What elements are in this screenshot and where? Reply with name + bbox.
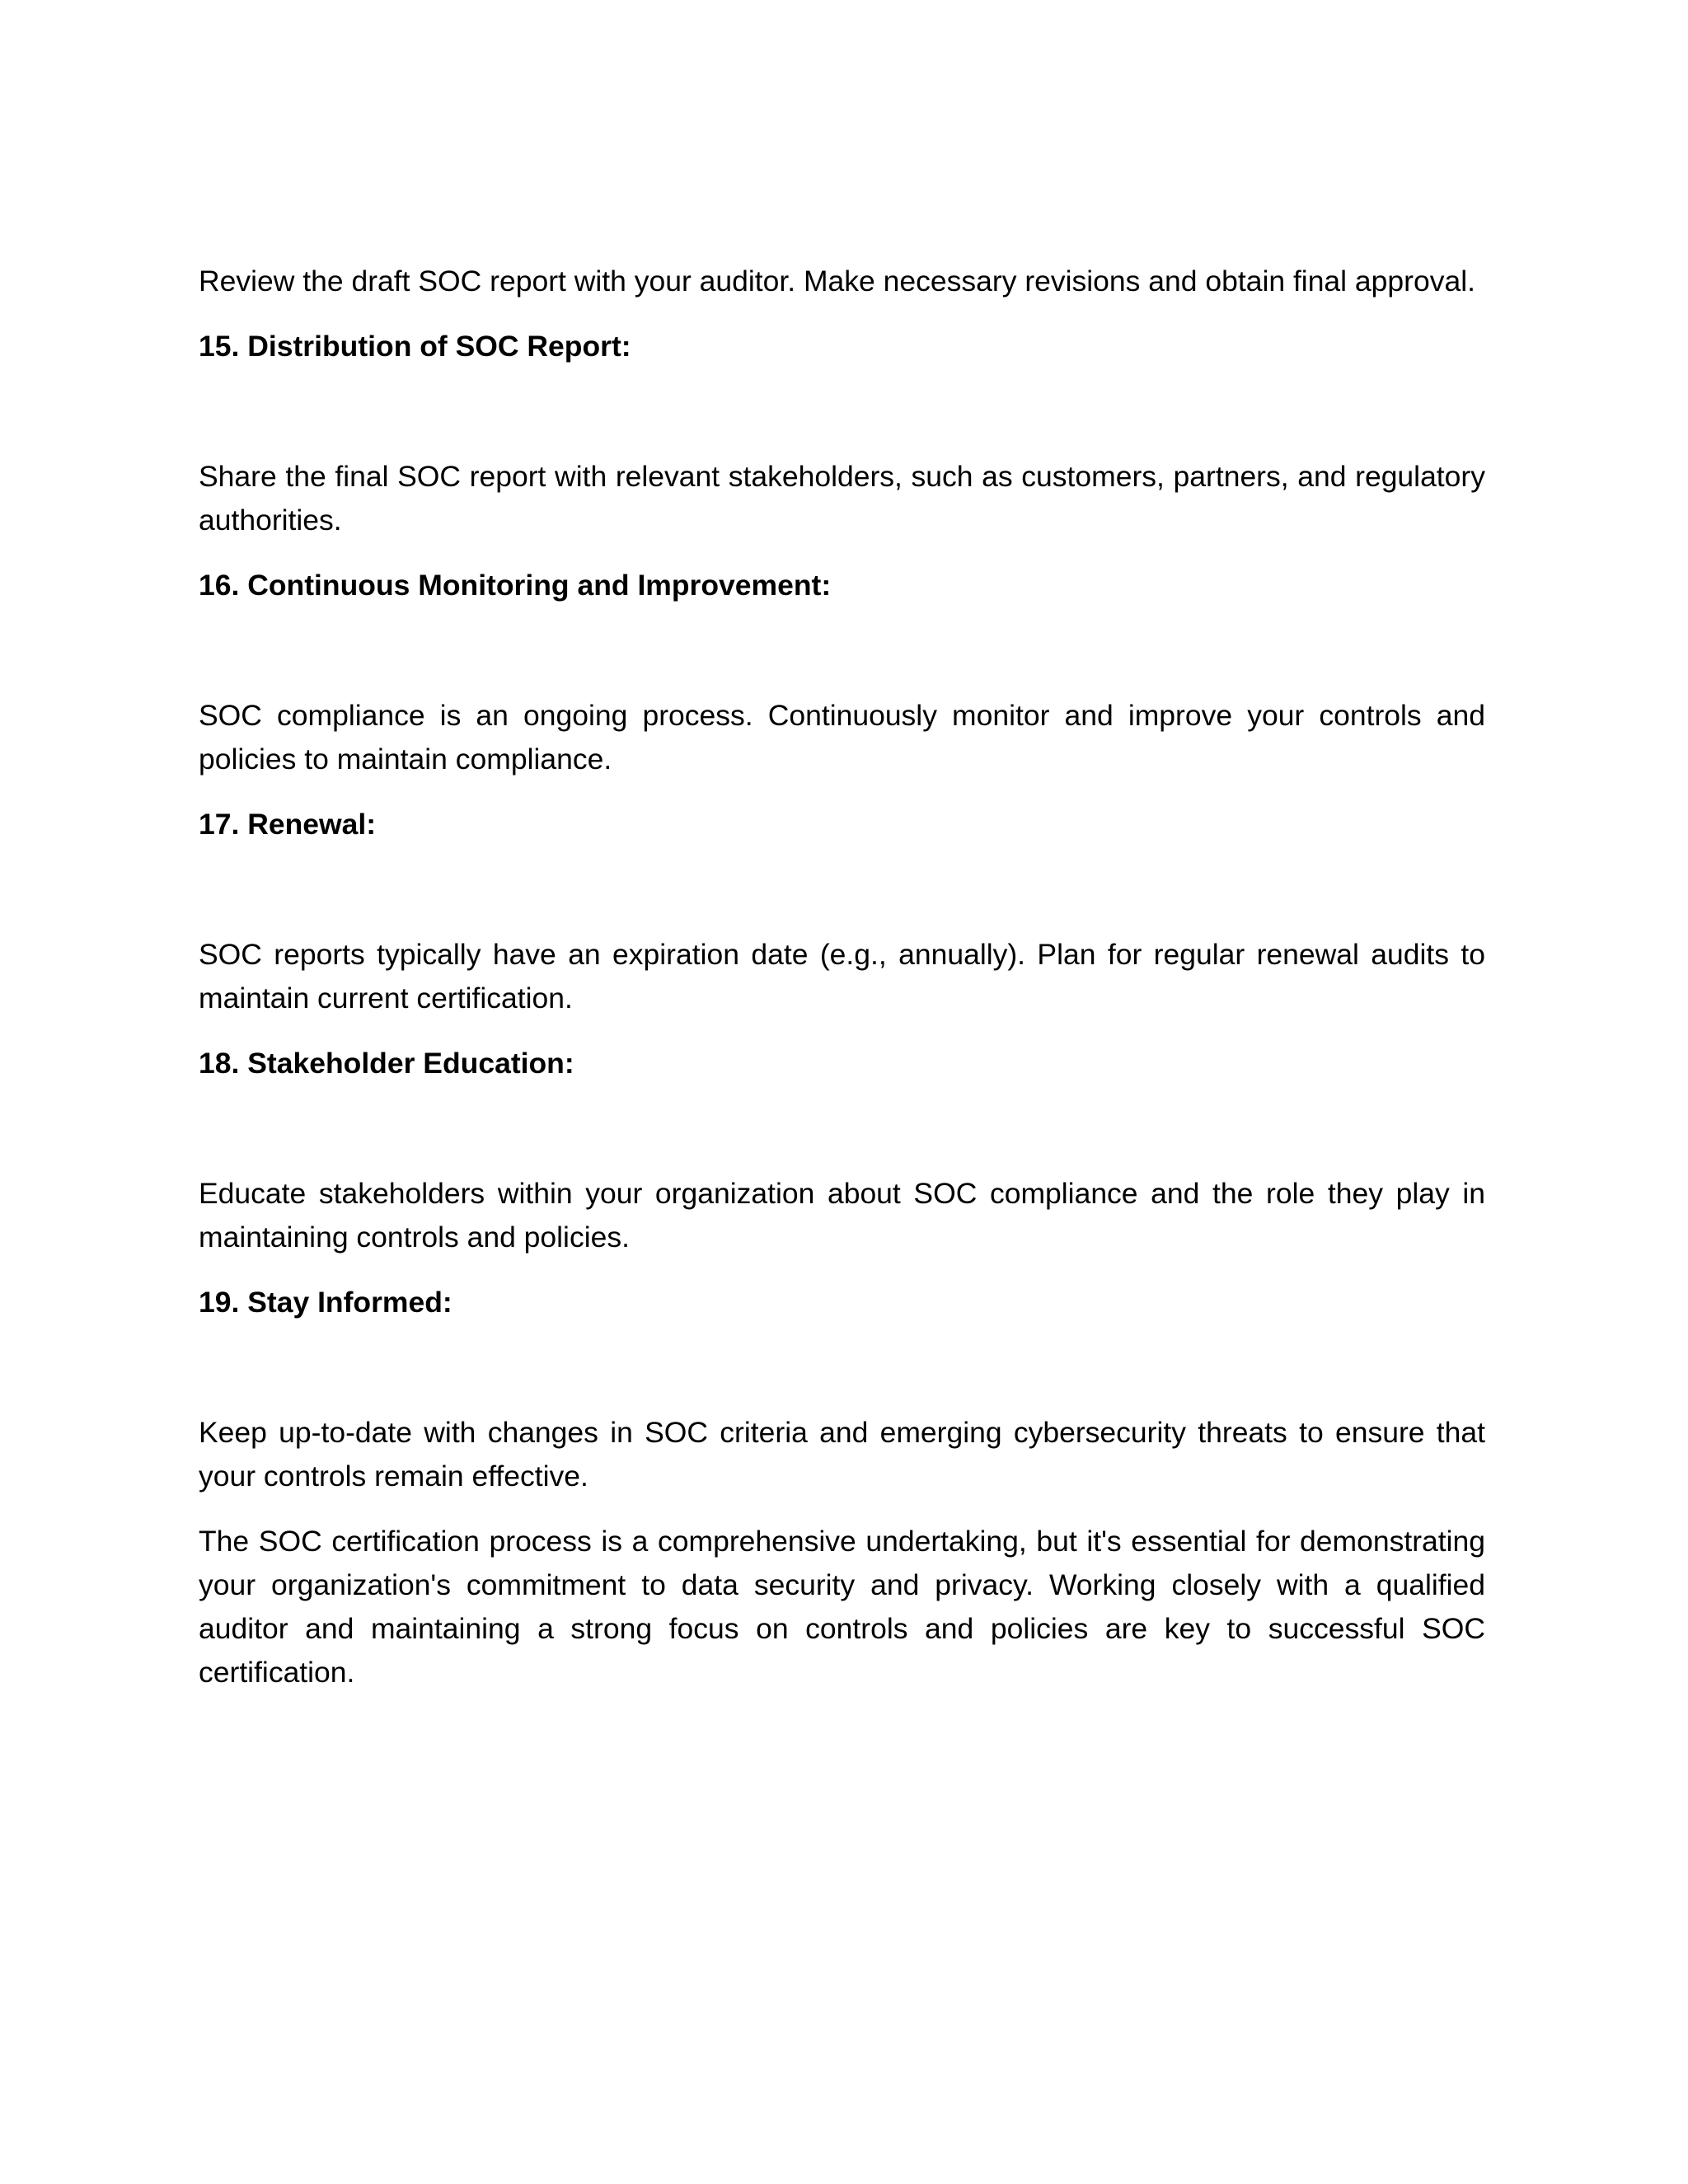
section-body-16: SOC compliance is an ongoing process. Continuously monitor and improve your controls and policies to maintain compliance. [199,699,1485,776]
section-heading-18: 18. Stakeholder Education: [199,1047,574,1080]
section-body-15: Share the final SOC report with relevant stakeholders, such as customers, partners, and regulatory authorities. [199,460,1485,537]
section-body-18: Educate stakeholders within your organization about SOC compliance and the role they play in maintaining controls and policies. [199,1177,1485,1254]
closing-paragraph: The SOC certification process is a comprehensive undertaking, but it's essential for demonstrating your organization's commitment to data security and privacy. Working closely with a qualified auditor and maintaining a strong focus on controls and policies are key to successful SOC certification. [199,1525,1485,1689]
section-heading-17: 17. Renewal: [199,808,377,841]
section-heading-16: 16. Continuous Monitoring and Improvement: [199,569,832,602]
document-content [199,260,1485,1694]
section-body-17: SOC reports typically have an expiration date (e.g., annually). Plan for regular renewal audits to maintain current certification. [199,938,1485,1015]
section-heading-15: 15. Distribution of SOC Report: [199,330,631,363]
intro-paragraph: Review the draft SOC report with your auditor. Make necessary revisions and obtain final approval. [199,265,1475,298]
section-heading-19: 19. Stay Informed: [199,1286,452,1319]
section-body-19: Keep up-to-date with changes in SOC criteria and emerging cybersecurity threats to ensure that your controls remain effective. [199,1416,1485,1493]
